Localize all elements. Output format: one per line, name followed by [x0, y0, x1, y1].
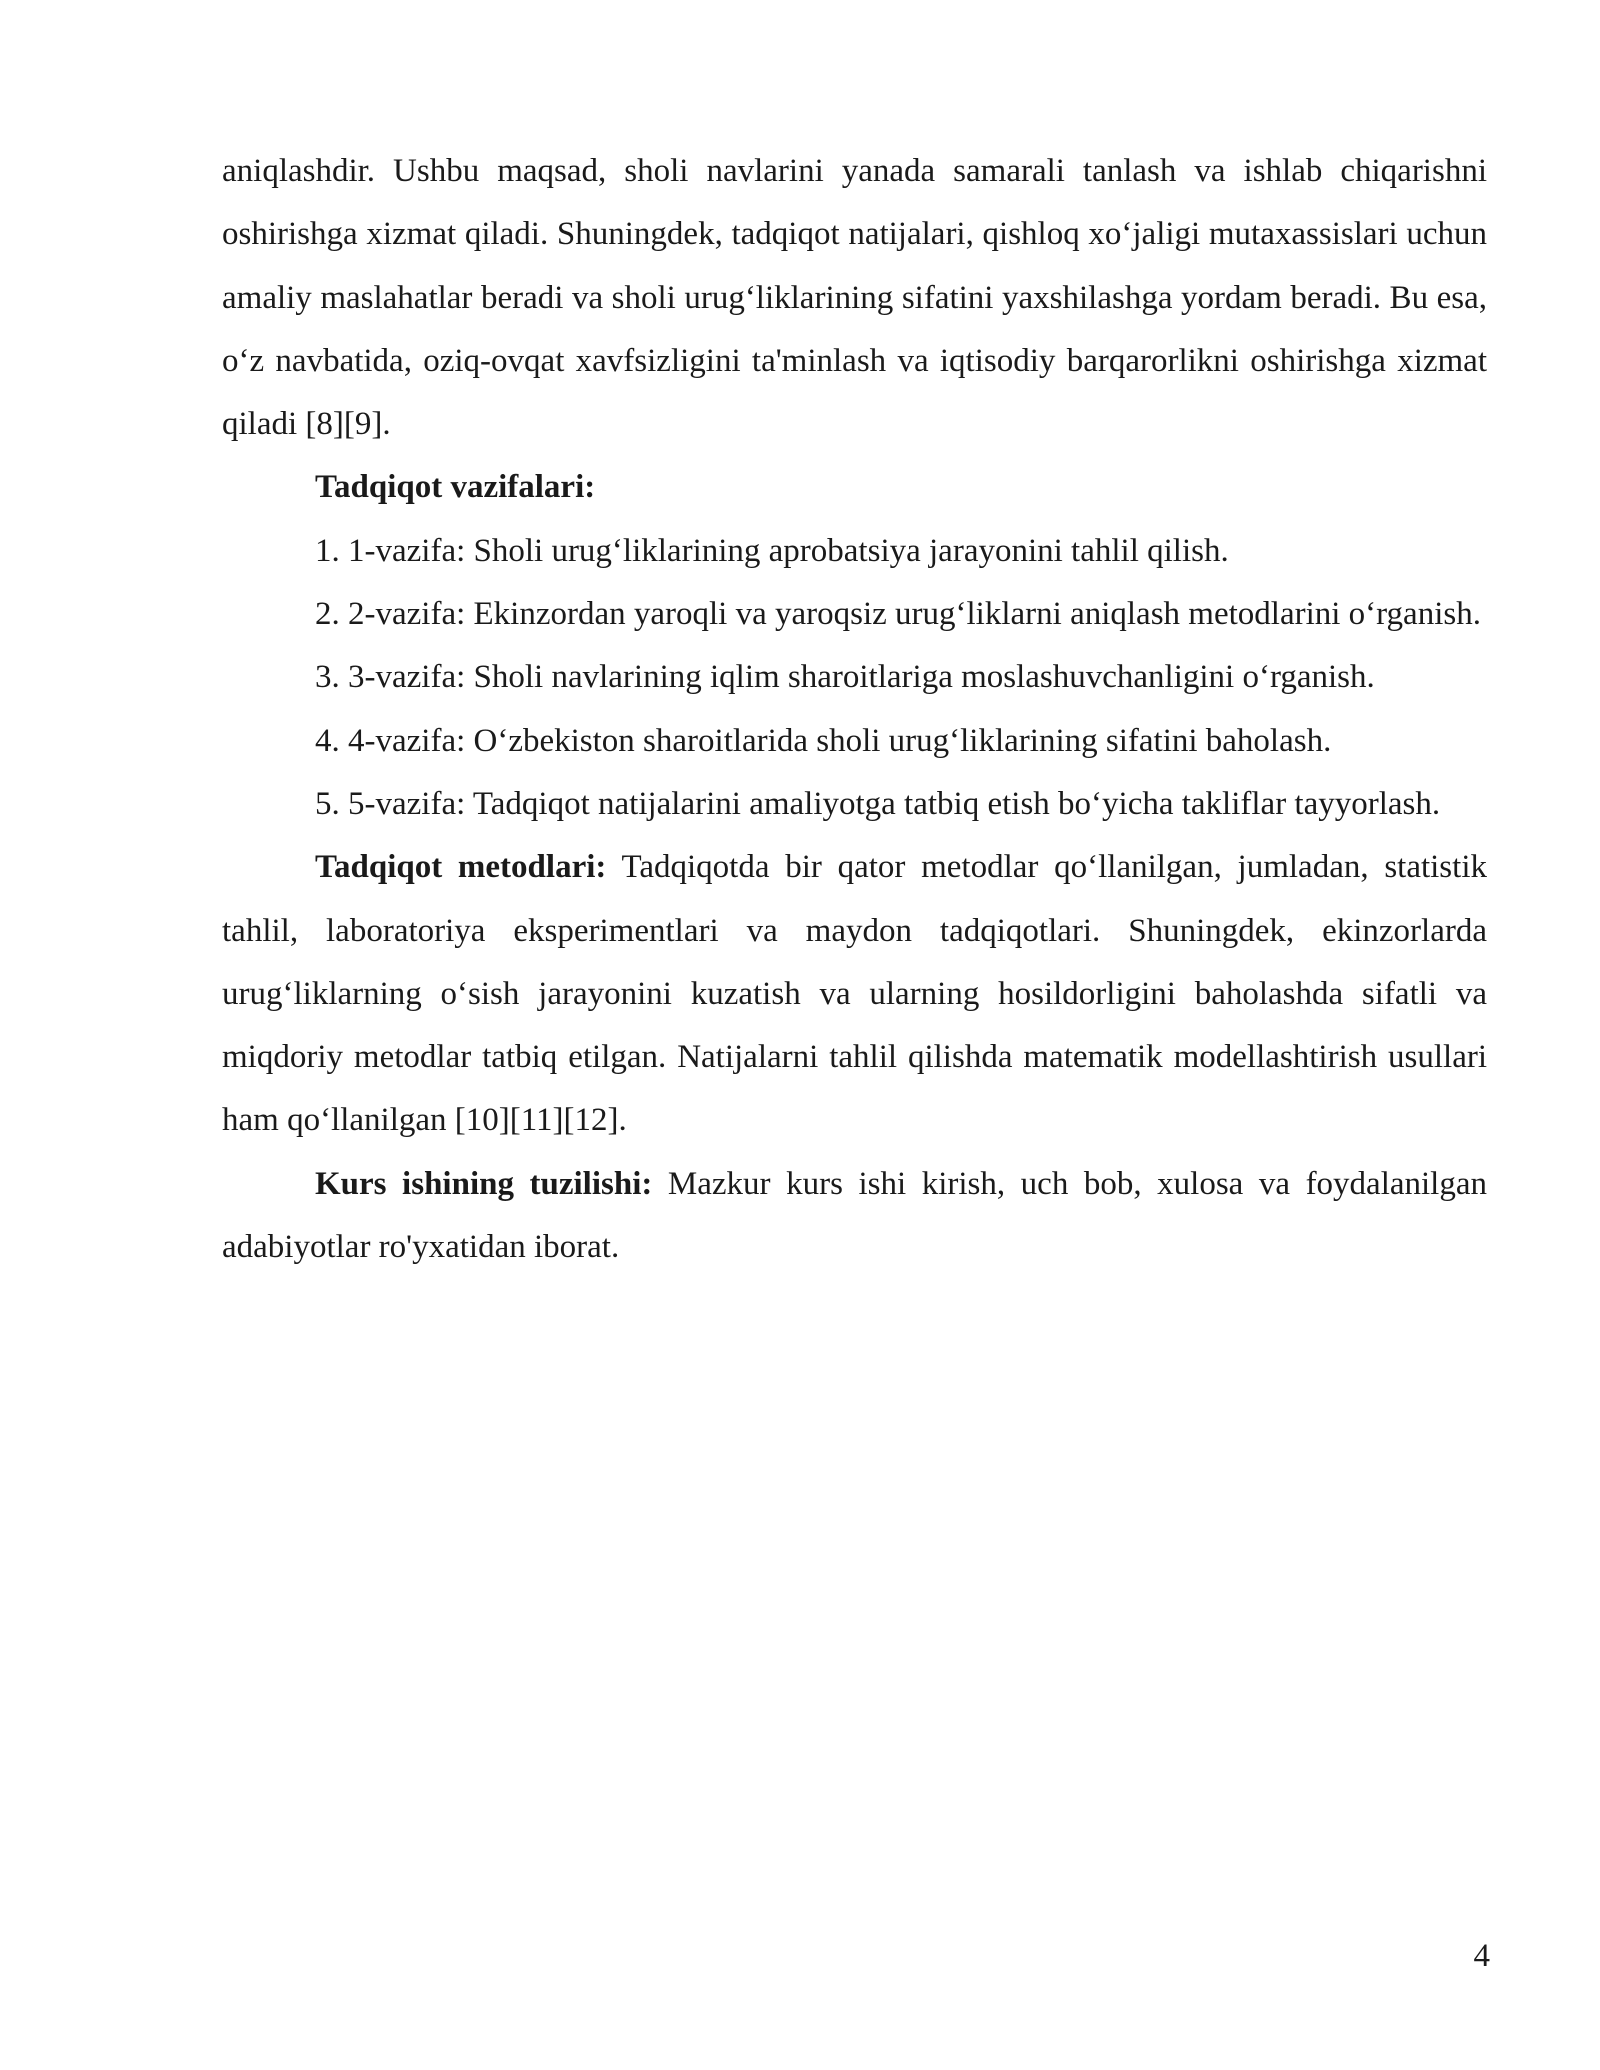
- structure-label: Kurs ishining tuzilishi:: [315, 1165, 653, 1202]
- methods-label: Tadqiqot metodlari:: [315, 849, 607, 886]
- intro-paragraph: aniqlashdir. Ushbu maqsad, sholi navlarini yanada samarali tanlash va ishlab chiqarishni oshirishga xizmat qiladi. Shuningdek, tadqiqot natijalari, qishloq xo‘jaligi mutaxassislari uchun amaliy maslahatlar beradi va sholi urug‘liklarining sifatini yaxshilashga yordam beradi. Bu esa, o‘z navbatida, oziq-ovqat xavfsizligini ta'minlash va iqtisodiy barqarorlikni oshirishga xizmat qiladi [8][9].: [222, 153, 1487, 443]
- document-body: [222, 140, 1487, 1279]
- tasks-heading: Tadqiqot vazifalari:: [315, 469, 596, 506]
- task-item-1: 1. 1-vazifa: Sholi urug‘liklarining aprobatsiya jarayonini tahlil qilish.: [315, 532, 1229, 569]
- structure-paragraph: [222, 1153, 1487, 1280]
- task-item-4: 4. 4-vazifa: O‘zbekiston sharoitlarida sholi urug‘liklarining sifatini baholash.: [315, 722, 1332, 759]
- task-item-2: 2. 2-vazifa: Ekinzordan yaroqli va yaroqsiz urug‘liklarni aniqlash metodlarini o‘rganish.: [315, 596, 1481, 633]
- structure-text: Mazkur kurs ishi kirish, uch bob, xulosa va foydalanilgan adabiyotlar ro'yxatidan iborat.: [222, 1165, 1488, 1266]
- methods-paragraph: [222, 836, 1487, 1152]
- page-number: 4: [1473, 1938, 1490, 1974]
- task-item-3: 3. 3-vazifa: Sholi navlarining iqlim sharoitlariga moslashuvchanligini o‘rganish.: [315, 659, 1375, 696]
- task-item-5: 5. 5-vazifa: Tadqiqot natijalarini amaliyotga tatbiq etish bo‘yicha takliflar tayyorlash.: [315, 785, 1441, 822]
- methods-text: Tadqiqotda bir qator metodlar qo‘llanilgan, jumladan, statistik tahlil, laboratoriya eksperimentlari va maydon tadqiqotlari. Shuningdek, ekinzorlarda urug‘liklarning o‘sish jarayonini kuzatish va ularning hosildorligini baholashda sifatli va miqdoriy metodlar tatbiq etilgan. Natijalarni tahlil qilishda matematik modellashtirish usullari ham qo‘llanilgan [10][11][12].: [222, 849, 1487, 1139]
